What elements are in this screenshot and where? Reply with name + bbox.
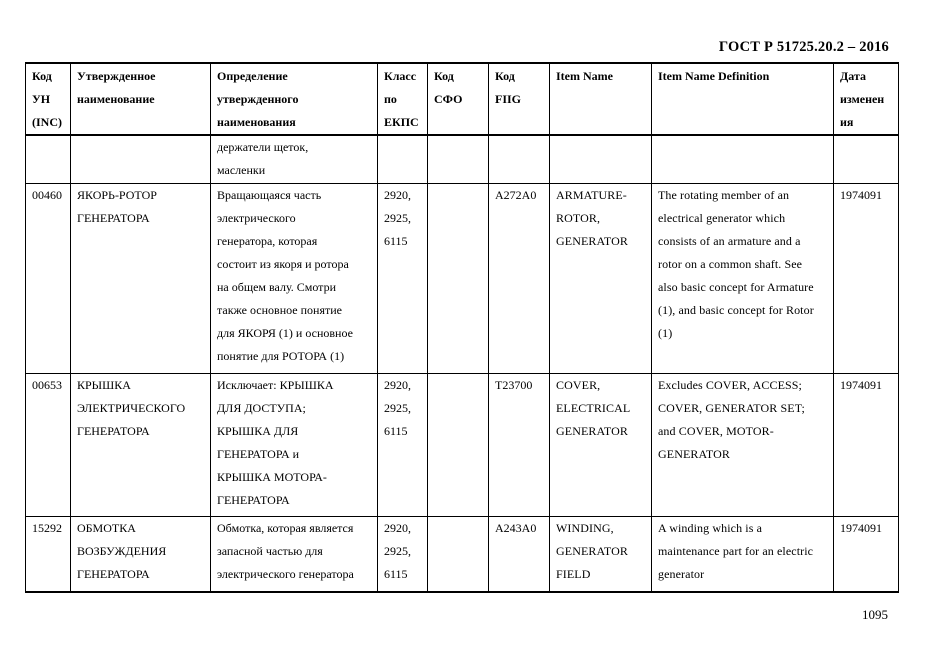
col-header-name: Утвержденное наименование <box>71 63 211 135</box>
cell-date: 1974091 <box>834 184 899 374</box>
cell-definition: Вращающаяся часть электрического генератора, которая состоит из якоря и ротора на общем валу. Смотри также основное понятие для ЯКОРЯ (1) и основное понятие для РОТОРА (1) <box>211 184 378 374</box>
cell-class: 2920, 2925, 6115 <box>378 184 428 374</box>
cell-item-definition: Excludes COVER, ACCESS; COVER, GENERATOR SET; and COVER, MOTOR- GENERATOR <box>652 374 834 517</box>
col-header-date: Дата изменен ия <box>834 63 899 135</box>
col-header-item-name: Item Name <box>550 63 652 135</box>
cell-item-name: COVER, ELECTRICAL GENERATOR <box>550 374 652 517</box>
table-row <box>26 184 899 374</box>
table-header-row <box>26 63 899 135</box>
cell-date: 1974091 <box>834 374 899 517</box>
col-header-fiig: Код FIIG <box>489 63 550 135</box>
cell-item-name: WINDING, GENERATOR FIELD <box>550 517 652 592</box>
cell-date <box>834 135 899 184</box>
cell-date: 1974091 <box>834 517 899 592</box>
table-row <box>26 135 899 184</box>
cell-item-definition <box>652 135 834 184</box>
item-name-table <box>25 62 899 593</box>
cell-class: 2920, 2925, 6115 <box>378 517 428 592</box>
col-header-inc: Код УН (INC) <box>26 63 71 135</box>
cell-inc: 00653 <box>26 374 71 517</box>
cell-definition: Обмотка, которая является запасной частью для электрического генератора <box>211 517 378 592</box>
cell-name: КРЫШКА ЭЛЕКТРИЧЕСКОГО ГЕНЕРАТОРА <box>71 374 211 517</box>
cell-fiig: T23700 <box>489 374 550 517</box>
cell-item-name <box>550 135 652 184</box>
cell-fiig: A272A0 <box>489 184 550 374</box>
cell-inc <box>26 135 71 184</box>
cell-sfo <box>428 184 489 374</box>
cell-class <box>378 135 428 184</box>
cell-item-name: ARMATURE- ROTOR, GENERATOR <box>550 184 652 374</box>
cell-name: ЯКОРЬ-РОТОР ГЕНЕРАТОРА <box>71 184 211 374</box>
cell-sfo <box>428 517 489 592</box>
cell-sfo <box>428 374 489 517</box>
cell-name: ОБМОТКА ВОЗБУЖДЕНИЯ ГЕНЕРАТОРА <box>71 517 211 592</box>
cell-item-definition: The rotating member of an electrical generator which consists of an armature and a rotor on a common shaft. See also basic concept for Armature (1), and basic concept for Rotor (1) <box>652 184 834 374</box>
col-header-item-definition: Item Name Definition <box>652 63 834 135</box>
col-header-sfo: Код СФО <box>428 63 489 135</box>
cell-fiig <box>489 135 550 184</box>
cell-item-definition: A winding which is a maintenance part for an electric generator <box>652 517 834 592</box>
col-header-definition: Определение утвержденного наименования <box>211 63 378 135</box>
page-number: 1095 <box>862 607 888 622</box>
cell-inc: 15292 <box>26 517 71 592</box>
table-row <box>26 374 899 517</box>
col-header-class: Класс по ЕКПС <box>378 63 428 135</box>
table-row <box>26 517 899 592</box>
cell-definition: Исключает: КРЫШКА ДЛЯ ДОСТУПА; КРЫШКА ДЛЯ ГЕНЕРАТОРА и КРЫШКА МОТОРА- ГЕНЕРАТОРА <box>211 374 378 517</box>
document-header: ГОСТ Р 51725.20.2 – 2016 <box>718 39 889 55</box>
cell-inc: 00460 <box>26 184 71 374</box>
cell-fiig: A243A0 <box>489 517 550 592</box>
cell-class: 2920, 2925, 6115 <box>378 374 428 517</box>
cell-name <box>71 135 211 184</box>
cell-sfo <box>428 135 489 184</box>
cell-definition: держатели щеток, масленки <box>211 135 378 184</box>
